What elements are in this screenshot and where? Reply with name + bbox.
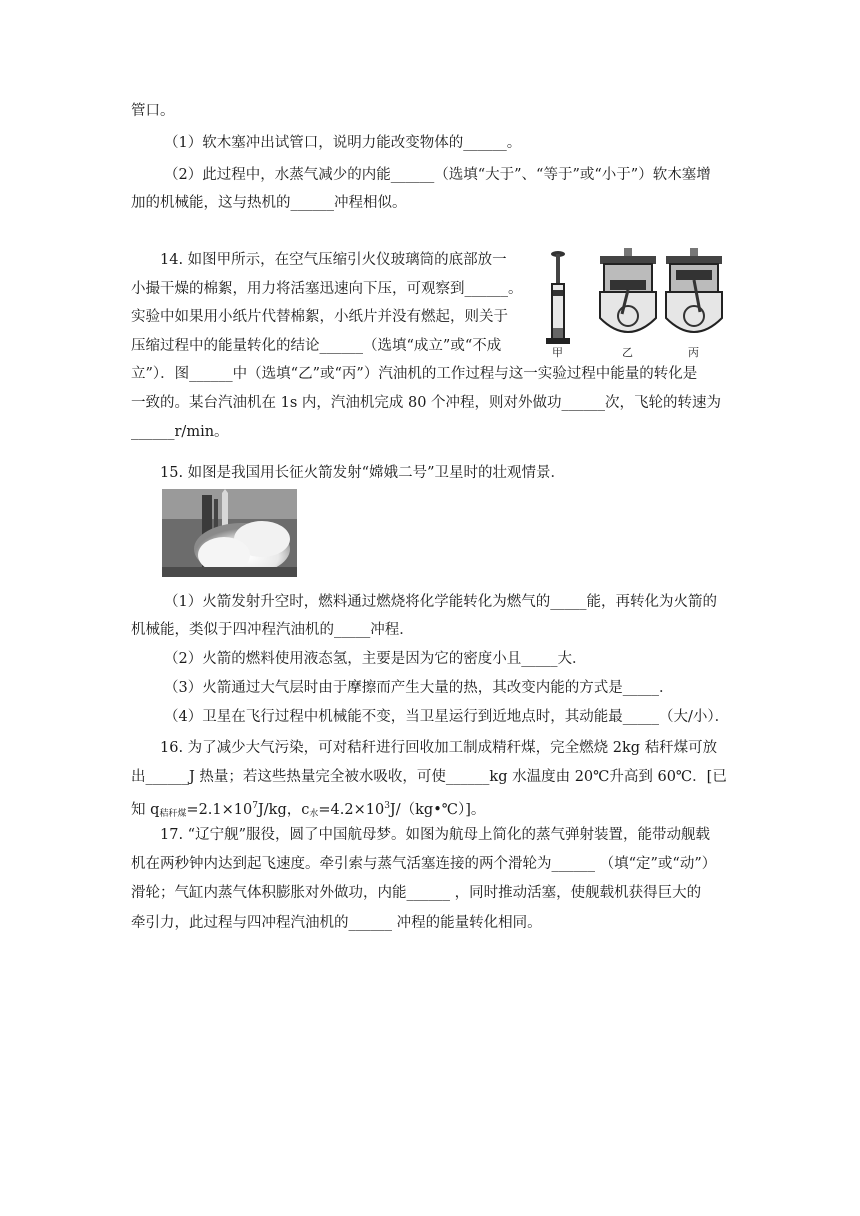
q16-text-c: J/kg，c xyxy=(257,802,310,818)
engine-diagram-yi xyxy=(600,248,656,332)
q15-part2: （2）火箭的燃料使用液态氢，主要是因为它的密度小且_____大． xyxy=(164,651,587,667)
q14-line5: 立”）．图______中（选填“乙”或“丙”）汽油机的工作过程与这一实验过程中能量的转化是 xyxy=(131,366,698,382)
q16-text-e: J/（kg•℃）]。 xyxy=(389,802,486,818)
q14-line4: 压缩过程中的能量转化的结论______（选填“成立”或“不成 xyxy=(131,338,502,354)
engine-diagram-bing xyxy=(666,248,722,332)
q14-line6: 一致的。某台汽油机在 1s 内，汽油机完成 80 个冲程，则对外做功______次，飞轮的转速为 xyxy=(131,395,722,411)
q13-part2-line2: 加的机械能，这与热机的______冲程相似。 xyxy=(131,195,407,211)
q16-line2: 出______J 热量；若这些热量完全被水吸收，可使______kg 水温度由 20℃升高到 60℃．[已 xyxy=(131,769,727,785)
fig-label-jia: 甲 xyxy=(552,346,563,359)
q16-superscript-7: 7 xyxy=(252,801,258,811)
q15-line1: 15. 如图是我国用长征火箭发射“嫦娥二号”卫星时的壮观情景． xyxy=(160,465,565,481)
q14-line7: ______r/min。 xyxy=(131,424,229,440)
q15-part4: （4）卫星在飞行过程中机械能不变，当卫星运行到近地点时，其动能最_____（大/小）． xyxy=(164,709,730,725)
rocket-launch-photo xyxy=(162,489,297,577)
q16-line3 xyxy=(131,796,485,824)
fig-label-yi: 乙 xyxy=(622,346,633,359)
q14-line1: 14. 如图甲所示，在空气压缩引火仪玻璃筒的底部放一 xyxy=(160,252,507,268)
q16-text-a: 知 q xyxy=(131,802,160,818)
fig-label-bing: 丙 xyxy=(688,346,699,359)
fire-syringe-diagram xyxy=(546,251,570,344)
q17-line2: 机在两秒钟内达到起飞速度。牵引索与蒸气活塞连接的两个滑轮为______ （填“定”或“动”） xyxy=(131,856,717,872)
q13-part1: （1）软木塞冲出试管口，说明力能改变物体的______。 xyxy=(164,135,522,151)
q13-continuation: 管口。 xyxy=(131,103,175,119)
q16-superscript-3: 3 xyxy=(384,801,390,811)
q14-line2: 小撮干燥的棉絮，用力将活塞迅速向下压，可观察到______。 xyxy=(131,281,523,297)
q15-part1-line2: 机械能，类似于四冲程汽油机的_____冲程． xyxy=(131,622,414,638)
q17-line4: 牵引力，此过程与四冲程汽油机的______ 冲程的能量转化相同。 xyxy=(131,915,542,931)
q14-line3: 实验中如果用小纸片代替棉絮，小纸片并没有燃起，则关于 xyxy=(131,309,508,325)
q15-part1-line1: （1）火箭发射升空时，燃料通过燃烧将化学能转化为燃气的_____能，再转化为火箭的 xyxy=(164,594,717,610)
q15-part3: （3）火箭通过大气层时由于摩擦而产生大量的热，其改变内能的方式是_____． xyxy=(164,680,674,696)
q13-part2-line1: （2）此过程中，水蒸气减少的内能______（选填“大于”、“等于”或“小于”）软木塞增 xyxy=(164,167,711,183)
q16-text-b: =2.1×10 xyxy=(186,802,253,818)
q16-subscript-water: 水 xyxy=(309,809,319,819)
q17-line1: 17. “辽宁舰”服役，圆了中国航母梦。如图为航母上简化的蒸气弹射装置，能带动舰载 xyxy=(160,827,710,843)
q17-line3: 滑轮；气缸内蒸气体积膨胀对外做功，内能______ ，同时推动活塞，使舰载机获得巨大的 xyxy=(131,885,702,901)
q14-figure xyxy=(540,246,732,360)
q16-line1: 16. 为了减少大气污染，可对秸秆进行回收加工制成精秆煤，完全燃烧 2kg 秸秆煤可放 xyxy=(160,740,718,756)
q16-subscript-straw-coal: 秸秆煤 xyxy=(159,809,187,819)
q16-text-d: =4.2×10 xyxy=(318,802,385,818)
